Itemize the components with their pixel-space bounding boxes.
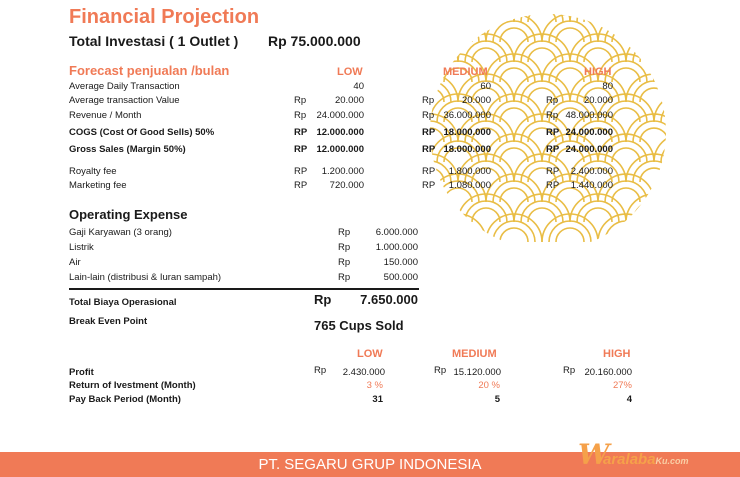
opex-row-value: 6.000.000 (375, 227, 418, 238)
summary-col-medium: MEDIUM (452, 348, 497, 360)
opex-row-label: Air (69, 257, 81, 268)
forecast-medium-value: 60 (480, 81, 491, 92)
forecast-low-currency: RP (294, 180, 308, 191)
forecast-medium-currency: Rp (422, 110, 435, 121)
summary-col-high: HIGH (603, 348, 631, 360)
forecast-medium-currency: RP (422, 180, 436, 191)
forecast-low-value: 40 (353, 81, 364, 92)
page-title: Financial Projection (69, 6, 260, 28)
forecast-medium-value: 1.080.000 (448, 180, 491, 191)
forecast-high-currency: Rp (546, 110, 559, 121)
forecast-low-value: 720.000 (329, 180, 364, 191)
forecast-low-value: 12.000.000 (316, 127, 364, 138)
profit-low-currency: Rp (314, 365, 327, 376)
opex-row-value: 150.000 (383, 257, 418, 268)
payback-high: 4 (626, 394, 632, 405)
operating-expense-heading: Operating Expense (69, 207, 188, 222)
opex-row-label: Lain-lain (distribusi & Iuran sampah) (69, 272, 222, 283)
forecast-low-currency: RP (294, 144, 308, 155)
forecast-medium-value: 20.000 (461, 95, 491, 106)
forecast-high-value: 2.400.000 (570, 166, 613, 177)
break-even-value: 765 Cups Sold (314, 318, 404, 333)
payback-low: 31 (372, 394, 383, 405)
summary-col-low: LOW (357, 348, 383, 360)
waralabaku-logo-text: aralabaKu.com (603, 451, 689, 468)
profit-low-value: 2.430.000 (342, 367, 385, 378)
forecast-low-value: 1.200.000 (321, 166, 364, 177)
forecast-row-label: COGS (Cost Of Good Sells) 50% (69, 127, 215, 138)
forecast-medium-currency: RP (422, 166, 436, 177)
total-investment-label: Total Investasi ( 1 Outlet ) (69, 33, 239, 49)
forecast-high-currency: RP (546, 166, 560, 177)
opex-row-label: Gaji Karyawan (3 orang) (69, 227, 172, 238)
roi-medium: 20 % (478, 380, 500, 391)
payback-label: Pay Back Period (Month) (69, 394, 181, 405)
profit-medium-value: 15.120.000 (453, 367, 501, 378)
company-name: PT. SEGARU GRUP INDONESIA (258, 456, 482, 473)
forecast-low-currency: Rp (294, 95, 307, 106)
roi-label: Return of Ivestment (Month) (69, 380, 196, 391)
forecast-medium-value: 18.000.000 (443, 127, 491, 138)
total-opex-label: Total Biaya Operasional (69, 297, 177, 308)
roi-low: 3 % (366, 380, 383, 391)
forecast-high-currency: Rp (546, 95, 559, 106)
forecast-row-label: Revenue / Month (69, 110, 142, 121)
forecast-low-currency: RP (294, 166, 308, 177)
waralabaku-logo-initial: W (578, 438, 610, 471)
forecast-col-low: LOW (337, 66, 363, 78)
forecast-heading: Forecast penjualan /bulan (69, 63, 230, 78)
opex-row-label: Listrik (69, 242, 94, 253)
payback-medium: 5 (494, 394, 500, 405)
opex-row-value: 1.000.000 (375, 242, 418, 253)
forecast-low-value: 20.000 (334, 95, 364, 106)
forecast-medium-value: 1.800.000 (448, 166, 491, 177)
forecast-low-value: 24.000.000 (316, 110, 364, 121)
opex-row-currency: Rp (338, 257, 351, 268)
opex-row-currency: Rp (338, 227, 351, 238)
profit-high-currency: Rp (563, 365, 576, 376)
forecast-row-label: Gross Sales (Margin 50%) (69, 144, 186, 155)
forecast-low-value: 12.000.000 (316, 144, 364, 155)
forecast-col-high: HIGH (584, 66, 612, 78)
forecast-high-value: 20.000 (583, 95, 613, 106)
forecast-high-value: 1.440.000 (570, 180, 613, 191)
forecast-col-medium: MEDIUM (443, 66, 488, 78)
forecast-row-label: Average transaction Value (69, 95, 180, 106)
roi-high: 27% (612, 380, 632, 391)
forecast-row-label: Average Daily Transaction (69, 81, 180, 92)
forecast-high-value: 24.000.000 (565, 144, 613, 155)
forecast-row-label: Marketing fee (69, 180, 127, 191)
opex-row-value: 500.000 (383, 272, 418, 283)
forecast-medium-value: 36.000.000 (443, 110, 491, 121)
profit-label: Profit (69, 367, 94, 378)
forecast-row-label: Royalty fee (69, 166, 117, 177)
forecast-medium-currency: Rp (422, 95, 435, 106)
profit-medium-currency: Rp (434, 365, 447, 376)
forecast-medium-value: 18.000.000 (443, 144, 491, 155)
total-opex-value: 7.650.000 (360, 292, 418, 307)
break-even-label: Break Even Point (69, 316, 148, 327)
forecast-low-currency: Rp (294, 110, 307, 121)
forecast-high-value: 80 (602, 81, 613, 92)
forecast-low-currency: RP (294, 127, 308, 138)
forecast-high-value: 24.000.000 (565, 127, 613, 138)
opex-row-currency: Rp (338, 242, 351, 253)
forecast-high-currency: RP (546, 127, 560, 138)
forecast-high-currency: RP (546, 180, 560, 191)
total-opex-currency: Rp (314, 292, 332, 307)
opex-row-currency: Rp (338, 272, 351, 283)
forecast-high-currency: RP (546, 144, 560, 155)
profit-high-value: 20.160.000 (584, 367, 632, 378)
forecast-medium-currency: RP (422, 144, 436, 155)
forecast-medium-currency: RP (422, 127, 436, 138)
forecast-high-value: 48.000.000 (565, 110, 613, 121)
total-investment-value: Rp 75.000.000 (268, 33, 361, 49)
total-divider (69, 288, 419, 290)
